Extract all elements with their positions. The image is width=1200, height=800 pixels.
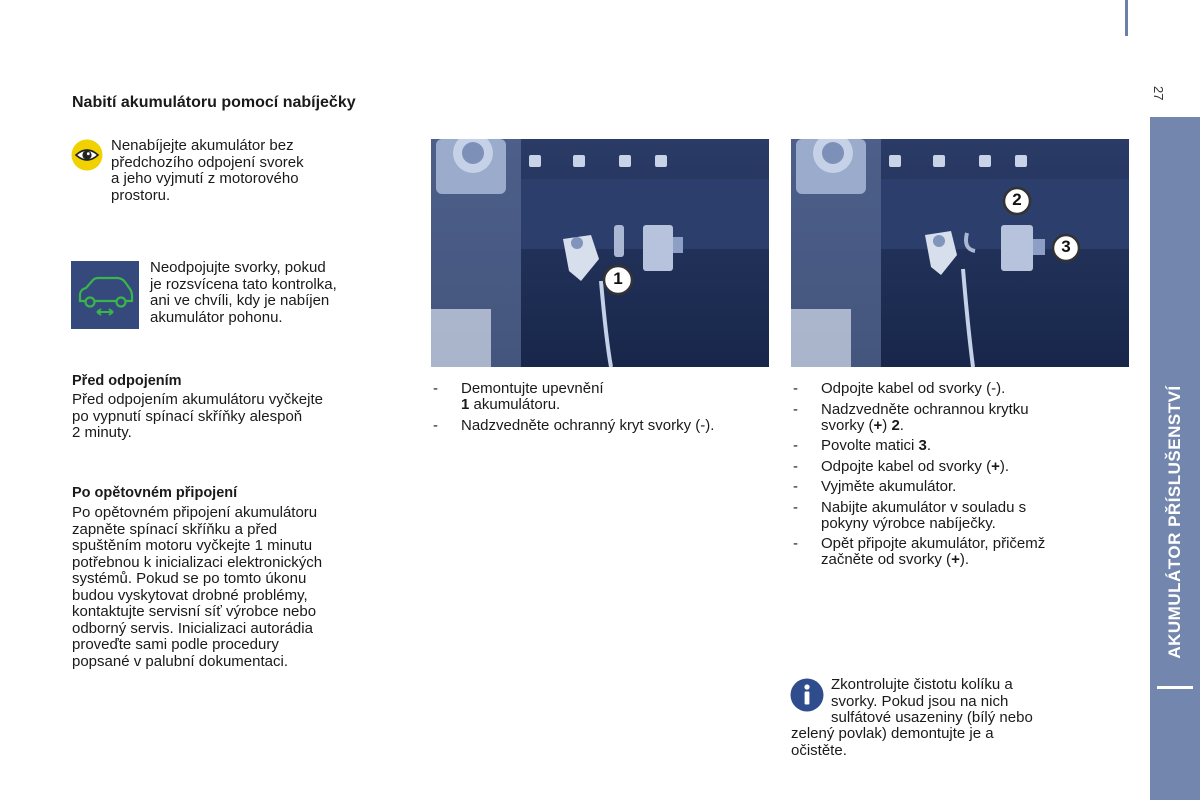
caution-line: je rozsvícena tato kontrolka,: [150, 275, 337, 293]
info-text-bottom: [791, 726, 1131, 759]
car-charging-icon: [71, 261, 139, 329]
before-disconnect-text: [72, 392, 412, 442]
info-line: zelený povlak) demontujte je a: [791, 725, 994, 742]
step-item: [791, 479, 1136, 495]
step-text: - Opět připojte akumulátor, přičemž: [821, 535, 1046, 552]
caution-line: akumulátor pohonu.: [150, 308, 283, 326]
body-line: zapněte spínací skříňku a před: [72, 520, 278, 538]
body-line: po vypnutí spínací skříňky alespoň: [72, 407, 303, 425]
step-text: Odpojte kabel od svorky (-).: [821, 380, 1006, 397]
caution-line: Neodpojujte svorky, pokud: [150, 259, 326, 276]
step-item: [791, 536, 1136, 568]
step-text: pokyny výrobce nabíječky.: [821, 514, 996, 532]
info-line: svorky. Pokud jsou na nich: [831, 692, 1009, 710]
step-text-part: ): [882, 416, 892, 434]
middle-steps-list: [431, 381, 776, 438]
step-text: [461, 397, 776, 413]
step-text: Vyjměte akumulátor.: [821, 478, 957, 495]
step-text: [821, 552, 1136, 568]
callout-3: 3: [1061, 237, 1071, 256]
step-item: [791, 402, 1136, 434]
warning-line: Nenabíjejte akumulátor bez: [111, 137, 294, 154]
body-line: Po opětovném připojení akumulátoru: [72, 504, 318, 521]
step-item: [431, 381, 776, 413]
warning-line: prostoru.: [111, 186, 171, 204]
body-line: spuštěním motoru vyčkejte 1 minutu: [72, 537, 313, 554]
step-text-part: .: [899, 416, 904, 434]
section-heading: Nabití akumulátoru pomocí nabíječky: [72, 94, 356, 111]
step-item: [431, 418, 776, 434]
right-steps-list: [791, 381, 1136, 573]
step-item: [791, 381, 1136, 397]
step-text-part: svorky (: [821, 416, 874, 434]
eye-icon: [71, 139, 103, 171]
step-text: - Nabijte akumulátor v souladu s: [821, 498, 1027, 516]
body-line: systémů. Pokud se po tomto úkonu: [72, 570, 307, 587]
body-line: kontaktujte servisní síť výrobce nebo: [72, 603, 317, 620]
step-text-part: ).: [999, 457, 1010, 475]
chapter-title: AKUMULÁTOR PŘÍSLUŠENSTVÍ: [1165, 385, 1184, 659]
body-line: budou vyskytovat drobné problémy,: [72, 586, 308, 604]
body-line: Před odpojením akumulátoru vyčkejte: [72, 391, 323, 408]
step-text-part: .: [926, 437, 932, 454]
step-ref: 3: [918, 437, 927, 454]
body-line: popsané v palubní dokumentaci.: [72, 652, 288, 670]
step-text-part: začněte od svorky (: [821, 551, 952, 568]
body-line: potřebnou k inicializaci elektronických: [72, 553, 323, 571]
step-item: [791, 459, 1136, 475]
caution-line: ani ve chvíli, kdy je nabíjen: [150, 292, 330, 309]
step-ref: 1: [461, 396, 470, 413]
warning-line: předchozího odpojení svorek: [111, 153, 304, 171]
step-text-rest: akumulátoru.: [469, 396, 561, 413]
plus-sign: +: [951, 551, 960, 568]
step-text-part: ).: [959, 551, 969, 568]
body-line: 2 minuty.: [72, 424, 132, 441]
header-rule: [1125, 0, 1128, 36]
callout-1: 1: [613, 269, 623, 288]
step-text: [821, 418, 1136, 434]
warning-line: a jeho vyjmutí z motorového: [111, 170, 299, 187]
step-text-part: Povolte matici: [821, 437, 919, 454]
before-disconnect-title: Před odpojením: [72, 373, 182, 389]
info-line: očistěte.: [791, 741, 847, 759]
plus-sign: +: [873, 416, 883, 434]
body-line: odborný servis. Inicializaci autorádia: [72, 619, 313, 637]
info-line: Zkontrolujte čistotu kolíku a: [831, 676, 1013, 693]
page-number: 27: [1151, 86, 1166, 101]
step-text: - Nadzvedněte ochrannou krytku: [821, 400, 1029, 418]
sidebar-marker: [1157, 686, 1193, 689]
battery-photo-1: [431, 139, 769, 367]
info-text-top: [831, 677, 1131, 727]
step-text-part: Odpojte kabel od svorky (: [821, 457, 992, 475]
info-icon: [790, 678, 824, 712]
warning-text: [111, 138, 391, 204]
info-line: sulfátové usazeniny (bílý nebo: [831, 709, 1033, 726]
caution-text: [150, 260, 420, 326]
body-line: proveďte sami podle procedury: [72, 636, 279, 653]
step-text: - Nadzvedněte ochranný kryt svorky (-).: [461, 416, 715, 434]
step-item: [791, 500, 1136, 532]
step-ref: 2: [891, 416, 900, 434]
step-text: - Demontujte upevnění: [461, 380, 604, 397]
after-reconnect-title: Po opětovném připojení: [72, 485, 238, 501]
after-reconnect-text: [72, 505, 412, 670]
plus-sign: +: [991, 457, 1000, 475]
battery-photo-2: [791, 139, 1129, 367]
callout-2: 2: [1012, 190, 1022, 209]
step-item: [791, 438, 1136, 454]
